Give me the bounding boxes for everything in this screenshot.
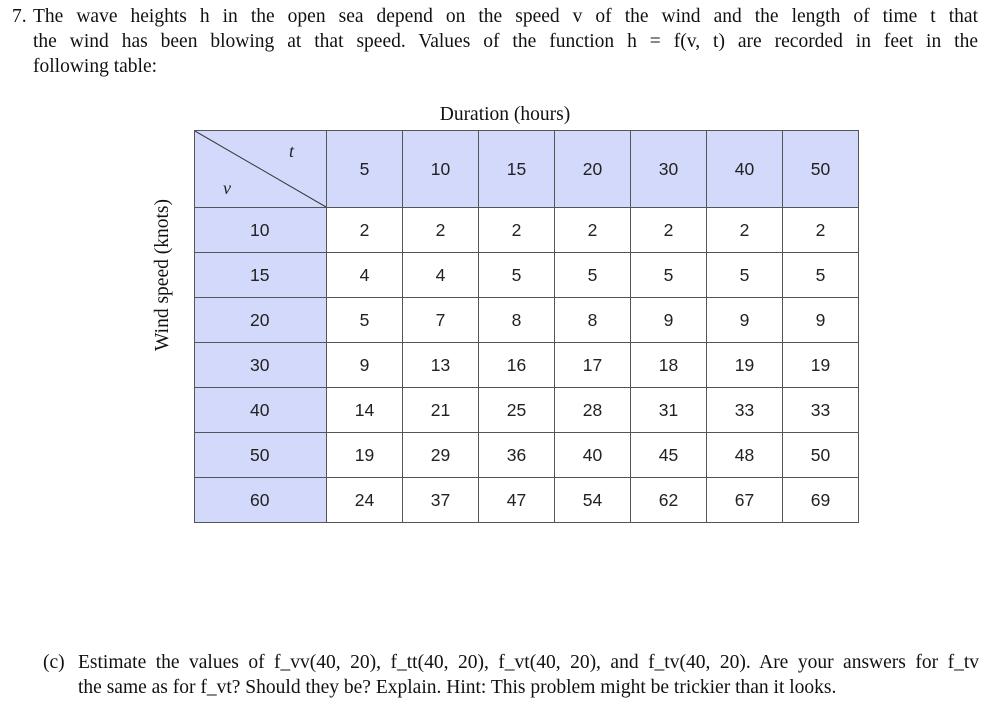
- wave-height-cell: 4: [327, 253, 403, 298]
- wind-speed-cell: 10: [195, 208, 327, 253]
- duration-axis-label: Duration (hours): [439, 104, 571, 125]
- wave-height-cell: 40: [555, 433, 631, 478]
- wave-height-cell: 25: [479, 388, 555, 433]
- duration-header-cell: 15: [479, 131, 555, 208]
- wave-height-cell: 7: [403, 298, 479, 343]
- problem-line-2: the wind has been blowing at that speed. Values of the function h = f(v, t) are recorded in feet in the: [33, 31, 978, 52]
- duration-header-cell: 40: [707, 131, 783, 208]
- duration-header-cell: 30: [631, 131, 707, 208]
- problem-number: 7.: [12, 6, 27, 27]
- wave-height-cell: 67: [707, 478, 783, 523]
- table-corner-cell: [195, 131, 327, 208]
- wave-height-cell: 33: [783, 388, 859, 433]
- part-c-question: [43, 650, 979, 700]
- corner-diagonal-line: [195, 131, 326, 207]
- wave-height-cell: 8: [479, 298, 555, 343]
- table-row: [195, 298, 859, 343]
- problem-line-3: following table:: [33, 56, 158, 77]
- wave-height-cell: 8: [555, 298, 631, 343]
- table-row: [195, 478, 859, 523]
- duration-header-cell: 10: [403, 131, 479, 208]
- part-c-line-2: the same as for f_vt? Should they be? Explain. Hint: This problem might be trickier than it looks.: [78, 677, 837, 698]
- wave-height-cell: 2: [327, 208, 403, 253]
- wave-height-cell: 5: [631, 253, 707, 298]
- wave-height-cell: 9: [707, 298, 783, 343]
- wave-height-cell: 36: [479, 433, 555, 478]
- wave-height-cell: 2: [783, 208, 859, 253]
- wave-height-cell: 29: [403, 433, 479, 478]
- wave-height-cell: 2: [631, 208, 707, 253]
- wave-height-cell: 2: [403, 208, 479, 253]
- table-row: [195, 433, 859, 478]
- table-row: [195, 208, 859, 253]
- wave-height-cell: 5: [479, 253, 555, 298]
- wave-height-cell: 19: [327, 433, 403, 478]
- wave-height-cell: 69: [783, 478, 859, 523]
- wave-height-cell: 2: [555, 208, 631, 253]
- wave-height-cell: 5: [555, 253, 631, 298]
- wave-height-cell: 4: [403, 253, 479, 298]
- wave-height-cell: 9: [783, 298, 859, 343]
- wave-height-cell: 5: [783, 253, 859, 298]
- table-body: [195, 208, 859, 523]
- wave-height-cell: 19: [707, 343, 783, 388]
- wind-speed-cell: 15: [195, 253, 327, 298]
- wave-height-cell: 31: [631, 388, 707, 433]
- wave-height-cell: 24: [327, 478, 403, 523]
- wind-speed-cell: 40: [195, 388, 327, 433]
- wave-height-cell: 33: [707, 388, 783, 433]
- duration-header-cell: 5: [327, 131, 403, 208]
- corner-v-label: v: [223, 178, 231, 198]
- part-c-label: (c): [43, 652, 65, 673]
- duration-header-cell: 50: [783, 131, 859, 208]
- corner-t-label: t: [289, 141, 295, 161]
- wave-height-cell: 54: [555, 478, 631, 523]
- wave-height-cell: 45: [631, 433, 707, 478]
- part-c-line-1: Estimate the values of f_vv(40, 20), f_tt(40, 20), f_vt(40, 20), and f_tv(40, 20). Are your answers for f_tv: [78, 652, 979, 673]
- duration-header-cell: 20: [555, 131, 631, 208]
- wave-height-cell: 9: [631, 298, 707, 343]
- wind-speed-cell: 20: [195, 298, 327, 343]
- table-header-row: [195, 131, 859, 208]
- wave-height-cell: 37: [403, 478, 479, 523]
- wave-height-cell: 50: [783, 433, 859, 478]
- wave-height-cell: 17: [555, 343, 631, 388]
- wave-height-cell: 21: [403, 388, 479, 433]
- wave-height-cell: 5: [327, 298, 403, 343]
- table-row: [195, 343, 859, 388]
- wind-speed-axis-label: Wind speed (knots): [152, 199, 173, 351]
- wave-height-cell: 2: [479, 208, 555, 253]
- wind-speed-cell: 30: [195, 343, 327, 388]
- wave-height-cell: 9: [327, 343, 403, 388]
- wave-height-cell: 48: [707, 433, 783, 478]
- wave-height-cell: 28: [555, 388, 631, 433]
- wind-speed-cell: 50: [195, 433, 327, 478]
- wave-height-cell: 2: [707, 208, 783, 253]
- wave-height-cell: 16: [479, 343, 555, 388]
- wave-height-cell: 14: [327, 388, 403, 433]
- wave-height-table: [194, 130, 859, 523]
- wave-height-cell: 13: [403, 343, 479, 388]
- problem-line-1: The wave heights h in the open sea depend on the speed v of the wind and the length of time t that: [33, 6, 978, 27]
- wave-height-cell: 19: [783, 343, 859, 388]
- wave-height-cell: 5: [707, 253, 783, 298]
- wave-height-cell: 47: [479, 478, 555, 523]
- wave-height-cell: 62: [631, 478, 707, 523]
- table-row: [195, 253, 859, 298]
- problem-statement: [12, 4, 978, 79]
- wind-speed-cell: 60: [195, 478, 327, 523]
- table-row: [195, 388, 859, 433]
- wave-height-cell: 18: [631, 343, 707, 388]
